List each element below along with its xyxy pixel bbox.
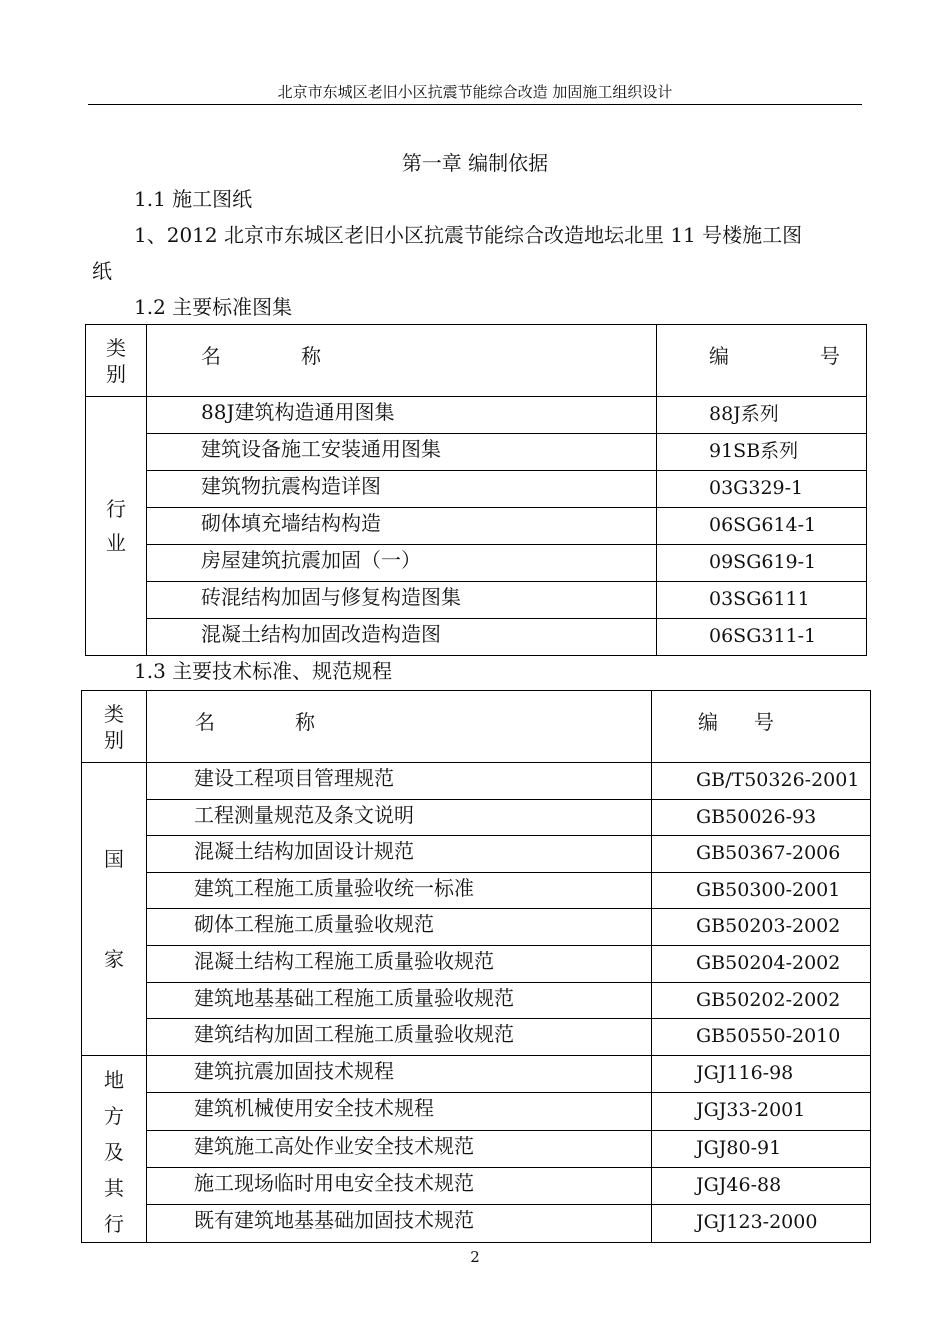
table-row-code: 06SG614-1 bbox=[657, 508, 867, 545]
page-header: 北京市东城区老旧小区抗震节能综合改造 加固施工组织设计 bbox=[277, 83, 673, 101]
table-row-code: JGJ123-2000 bbox=[652, 1205, 871, 1242]
section-1-2-title: 1.2 主要标准图集 bbox=[134, 295, 293, 319]
table-row-name: 混凝土结构加固改造构造图 bbox=[147, 619, 657, 656]
standard-atlas-table bbox=[85, 324, 867, 656]
table2-category-local: 地 方 及 其 行 bbox=[82, 1055, 147, 1242]
table-row-name: 88J建筑构造通用图集 bbox=[147, 397, 657, 434]
table-row-name: 砌体工程施工质量验收规范 bbox=[147, 909, 652, 946]
table-row-code: 03SG6111 bbox=[657, 582, 867, 619]
table-row-name: 建筑地基基础工程施工质量验收规范 bbox=[147, 982, 652, 1019]
table-row-name: 砖混结构加固与修复构造图集 bbox=[147, 582, 657, 619]
table-row-name: 混凝土结构工程施工质量验收规范 bbox=[147, 945, 652, 982]
table-row-code: GB50204-2002 bbox=[652, 945, 871, 982]
table-row-name: 建设工程项目管理规范 bbox=[147, 763, 652, 800]
table-row-name: 建筑物抗震构造详图 bbox=[147, 471, 657, 508]
section-1-1-title: 1.1 施工图纸 bbox=[134, 187, 253, 211]
table-row-name: 建筑设备施工安装通用图集 bbox=[147, 434, 657, 471]
table2-header-category: 类 别 bbox=[82, 691, 147, 763]
table-row-name: 建筑施工高处作业安全技术规范 bbox=[147, 1130, 652, 1167]
header-rule bbox=[88, 104, 862, 105]
table-row-code: 91SB系列 bbox=[657, 434, 867, 471]
table-row-code: GB50550-2010 bbox=[652, 1019, 871, 1056]
table-row-code: JGJ33-2001 bbox=[652, 1093, 871, 1130]
drawing-item-line-2: 纸 bbox=[92, 259, 112, 283]
table-row-code: 06SG311-1 bbox=[657, 619, 867, 656]
table2-header-name: 名 称 bbox=[147, 691, 652, 763]
table-row-code: GB50300-2001 bbox=[652, 872, 871, 909]
table-row-code: GB/T50326-2001 bbox=[652, 763, 871, 800]
table-row-code: JGJ80-91 bbox=[652, 1130, 871, 1167]
table-row-name: 房屋建筑抗震加固（一） bbox=[147, 545, 657, 582]
table1-header-name: 名 称 bbox=[147, 325, 657, 397]
table1-header-code: 编 号 bbox=[657, 325, 867, 397]
table-row-code: GB50202-2002 bbox=[652, 982, 871, 1019]
table-row-name: 建筑工程施工质量验收统一标准 bbox=[147, 872, 652, 909]
table-row-name: 施工现场临时用电安全技术规范 bbox=[147, 1167, 652, 1204]
table-row-code: JGJ116-98 bbox=[652, 1055, 871, 1092]
section-1-3-title: 1.3 主要技术标准、规范规程 bbox=[134, 659, 393, 683]
table-row-name: 混凝土结构加固设计规范 bbox=[147, 836, 652, 873]
table2-header-code: 编 号 bbox=[652, 691, 871, 763]
table-row-name: 建筑结构加固工程施工质量验收规范 bbox=[147, 1019, 652, 1056]
table-row-name: 工程测量规范及条文说明 bbox=[147, 799, 652, 836]
table-row-code: GB50367-2006 bbox=[652, 836, 871, 873]
table-row-name: 砌体填充墙结构构造 bbox=[147, 508, 657, 545]
page-number: 2 bbox=[470, 1248, 480, 1266]
table-row-code: 09SG619-1 bbox=[657, 545, 867, 582]
technical-standards-table bbox=[81, 690, 871, 1243]
table-row-code: 03G329-1 bbox=[657, 471, 867, 508]
table-row-name: 既有建筑地基基础加固技术规范 bbox=[147, 1205, 652, 1242]
table-row-name: 建筑抗震加固技术规程 bbox=[147, 1055, 652, 1092]
table1-header-category: 类 别 bbox=[86, 325, 147, 397]
table-row-name: 建筑机械使用安全技术规程 bbox=[147, 1093, 652, 1130]
chapter-title: 第一章 编制依据 bbox=[401, 151, 549, 175]
table2-category-national: 国 家 bbox=[82, 763, 147, 1056]
drawing-item-line-1: 1、2012 北京市东城区老旧小区抗震节能综合改造地坛北里 11 号楼施工图 bbox=[134, 223, 803, 247]
table-row-code: GB50203-2002 bbox=[652, 909, 871, 946]
table1-category-industry: 行 业 bbox=[86, 397, 147, 656]
table-row-code: 88J系列 bbox=[657, 397, 867, 434]
table-row-code: JGJ46-88 bbox=[652, 1167, 871, 1204]
table-row-code: GB50026-93 bbox=[652, 799, 871, 836]
